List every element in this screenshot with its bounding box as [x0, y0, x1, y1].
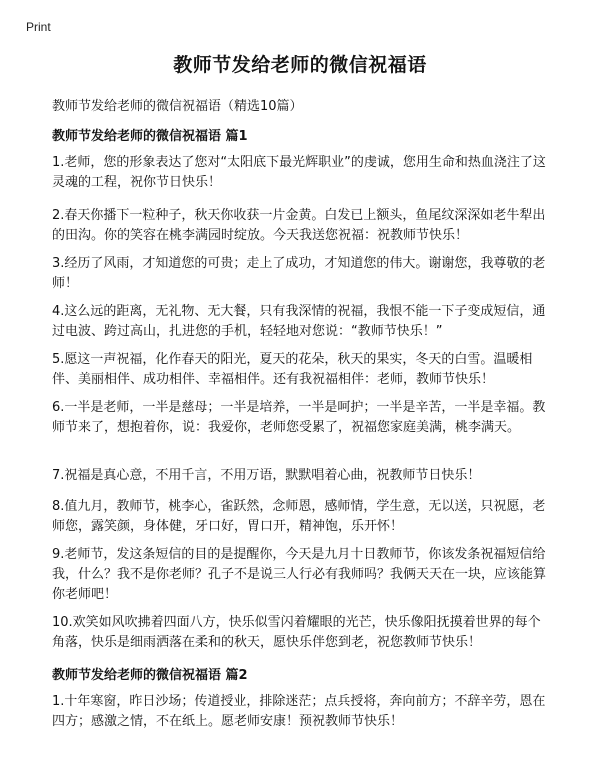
- section-heading-1: 教师节发给老师的微信祝福语 篇1: [52, 129, 248, 144]
- paragraph-text: 5.愿这一声祝福，化作春天的阳光，夏天的花朵，秋天的果实，冬天的白雪。温暖相伴、美丽相伴、成功相伴、幸福相伴。还有我祝福相伴：老师，教师节快乐！: [52, 352, 533, 387]
- paragraph-5: [52, 350, 552, 390]
- paragraph-text: 3.经历了风雨，才知道您的可贵；走上了成功，才知道您的伟大。谢谢您，我尊敬的老师！: [52, 256, 546, 291]
- paragraph-text: 4.这么远的距离，无礼物、无大餐，只有我深情的祝福，我恨不能一下子变成短信，通过电波、跨过高山，扎进您的手机，轻轻地对您说：“教师节快乐！”: [52, 304, 546, 339]
- paragraph-text: 10.欢笑如风吹拂着四面八方，快乐似雪闪着耀眼的光芒，快乐像阳抚摸着世界的每个角落，快乐是细雨洒落在柔和的秋天，愿快乐伴您到老，祝您教师节快乐！: [52, 615, 541, 650]
- paragraph-text: 2.春天你播下一粒种子，秋天你收获一片金黄。白发已上额头，鱼尾纹深深如老牛犁出的田沟。你的笑容在桃李满园时绽放。今天我送您祝福：祝教师节快乐！: [52, 208, 546, 243]
- paragraph-2: [52, 206, 552, 246]
- paragraph-text: 9.老师节，发这条短信的目的是提醒你，今天是九月十日教师节，你该发条祝福短信给我，什么？我不是你老师？孔子不是说三人行必有我师吗？我俩天天在一块，应该能算你老师吧！: [52, 547, 547, 602]
- page-subtitle: 教师节发给老师的微信祝福语（精选10篇）: [52, 99, 303, 114]
- paragraph-text: 1.老师，您的形象表达了您对“太阳底下最光辉职业”的虔诚，您用生命和热血浇注了这灵魂的工程，祝你节日快乐！: [52, 155, 546, 190]
- paragraph-1: [52, 153, 552, 193]
- paragraph-7: [52, 466, 552, 486]
- page-title: 教师节发给老师的微信祝福语: [173, 54, 427, 76]
- paragraph-4: [52, 302, 552, 342]
- paragraph-text: 6.一半是老师，一半是慈母；一半是培养，一半是呵护；一半是辛苦，一半是幸福。教师节来了，想抱着你，说：我爱你，老师您受累了，祝福您家庭美满，桃李满天。: [52, 400, 546, 435]
- paragraph-2-1: [52, 692, 552, 732]
- section-heading-2: 教师节发给老师的微信祝福语 篇2: [52, 668, 248, 683]
- paragraph-text: 8.值九月，教师节，桃李心，雀跃然，念师恩，感师情，学生意，无以送，只祝愿，老师您，露笑颜，身体健，牙口好，胃口开，精神饱，乐开怀！: [52, 499, 546, 534]
- paragraph-10: [52, 613, 552, 653]
- paragraph-8: [52, 497, 552, 537]
- paragraph-3: [52, 254, 552, 294]
- paragraph-6: [52, 398, 552, 438]
- print-link[interactable]: Print: [26, 20, 51, 34]
- paragraph-9: [52, 545, 552, 605]
- paragraph-text: 7.祝福是真心意，不用千言，不用万语，默默唱着心曲，祝教师节日快乐！: [52, 468, 481, 483]
- paragraph-text: 1.十年寒窗，昨日沙场；传道授业，排除迷茫；点兵授将，奔向前方；不辞辛劳，恩在四方；感激之情，不在纸上。愿老师安康！预祝教师节快乐！: [52, 694, 546, 729]
